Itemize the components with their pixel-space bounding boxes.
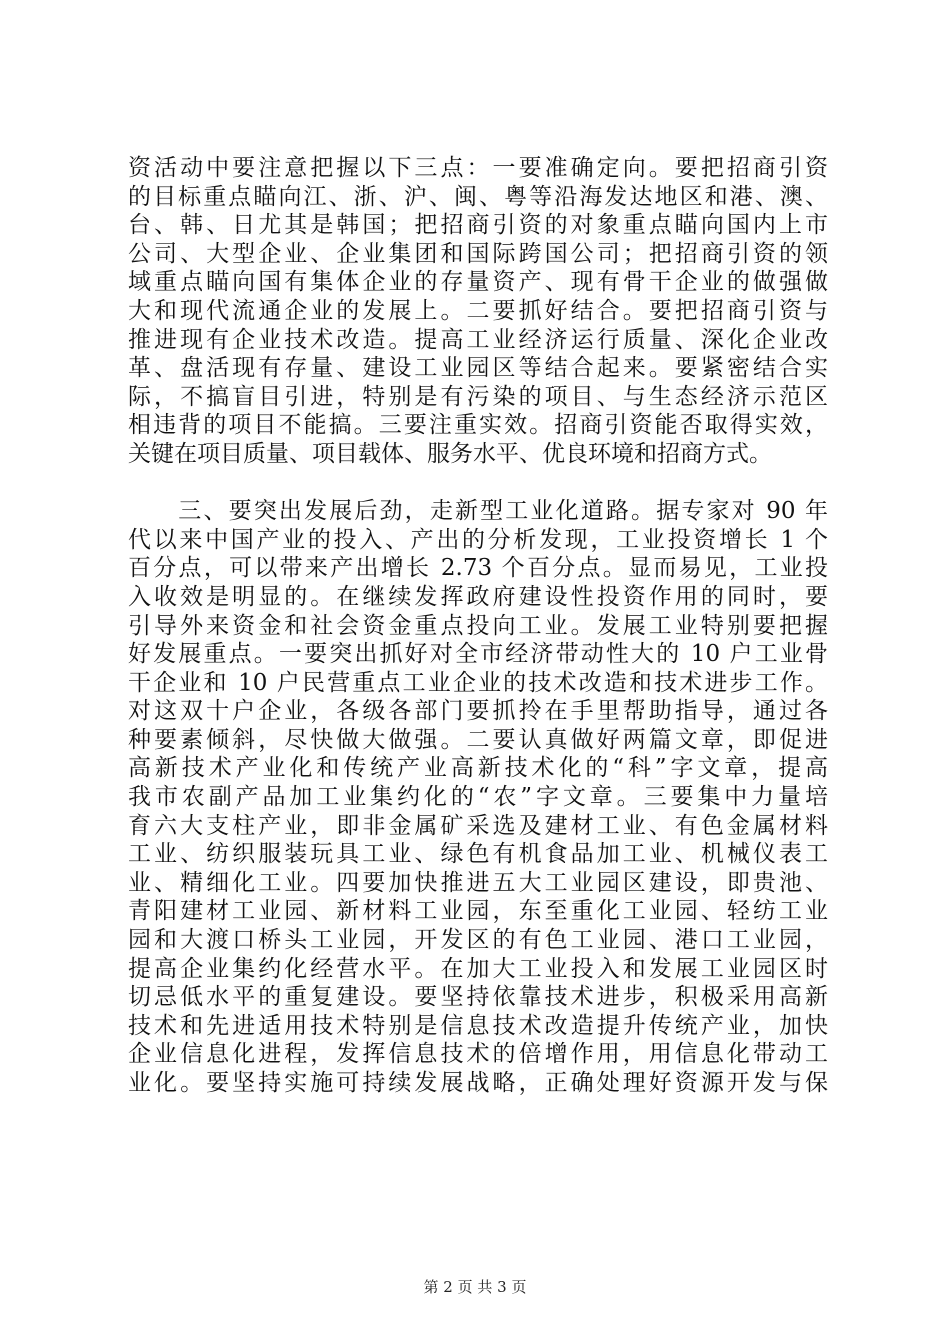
text-line: 大和现代流通企业的发展上。二要抓好结合。要把招商引资与 [128, 297, 828, 324]
text-line: 相违背的项目不能搞。三要注重实效。招商引资能否取得实效， [128, 412, 828, 439]
text-line: 好发展重点。一要突出抓好对全市经济带动性大的 10 户工业骨 [128, 641, 828, 668]
text-line: 工业、纺织服装玩具工业、绿色有机食品加工业、机械仪表工 [128, 841, 828, 868]
text-line: 的目标重点瞄向江、浙、沪、闽、粤等沿海发达地区和港、澳、 [128, 183, 828, 210]
text-line: 关键在项目质量、项目载体、服务水平、优良环境和招商方式。 [128, 440, 772, 467]
text-line: 我市农副产品加工业集约化的“农”字文章。三要集中力量培 [128, 784, 828, 811]
text-line: 三、要突出发展后劲，走新型工业化道路。据专家对 90 年 [128, 498, 828, 525]
text-line: 代以来中国产业的投入、产出的分析发现，工业投资增长 1 个 [128, 526, 828, 553]
text-line: 提高企业集约化经营水平。在加大工业投入和发展工业园区时 [128, 955, 828, 982]
text-line: 际，不搞盲目引进，特别是有污染的项目、与生态经济示范区 [128, 383, 828, 410]
paragraph-investment [128, 154, 828, 469]
text-line: 业化。要坚持实施可持续发展战略，正确处理好资源开发与保 [128, 1070, 828, 1096]
text-line: 园和大渡口桥头工业园，开发区的有色工业园、港口工业园， [128, 927, 828, 954]
text-line: 入收效是明显的。在继续发挥政府建设性投资作用的同时，要 [128, 583, 828, 610]
document-body [128, 154, 828, 1098]
text-line: 干企业和 10 户民营重点工业企业的技术改造和技术进步工作。 [128, 669, 828, 696]
text-line: 对这双十户企业，各级各部门要抓拎在手里帮助指导，通过各 [128, 698, 828, 725]
text-line: 企业信息化进程，发挥信息技术的倍增作用，用信息化带动工 [128, 1041, 828, 1068]
text-line: 资活动中要注意把握以下三点：一要准确定向。要把招商引资 [128, 155, 828, 181]
text-line: 推进现有企业技术改造。提高工业经济运行质量、深化企业改 [128, 326, 828, 353]
text-line: 台、韩、日尤其是韩国；把招商引资的对象重点瞄向国内上市 [128, 212, 828, 239]
paragraph-industrialization [128, 497, 828, 1097]
text-line: 切忌低水平的重复建设。要坚持依靠技术进步，积极采用高新 [128, 984, 828, 1011]
text-line: 百分点，可以带来产出增长 2.73 个百分点。显而易见，工业投 [128, 555, 828, 582]
text-line: 技术和先进适用技术特别是信息技术改造提升传统产业，加快 [128, 1012, 828, 1039]
text-line: 高新技术产业化和传统产业高新技术化的“科”字文章，提高 [128, 755, 828, 782]
text-line: 革、盘活现有存量、建设工业园区等结合起来。要紧密结合实 [128, 355, 828, 382]
text-line: 公司、大型企业、企业集团和国际跨国公司；把招商引资的领 [128, 240, 828, 267]
text-line: 域重点瞄向国有集体企业的存量资产、现有骨干企业的做强做 [128, 269, 828, 296]
text-line: 引导外来资金和社会资金重点投向工业。发展工业特别要把握 [128, 612, 828, 639]
text-line: 青阳建材工业园、新材料工业园，东至重化工业园、轻纺工业 [128, 898, 828, 925]
paragraph-gap [128, 469, 828, 498]
text-line: 育六大支柱产业，即非金属矿采选及建材工业、有色金属材料 [128, 812, 828, 839]
text-line: 业、精细化工业。四要加快推进五大工业园区建设，即贵池、 [128, 869, 828, 896]
text-line: 种要素倾斜，尽快做大做强。二要认真做好两篇文章，即促进 [128, 726, 828, 753]
page-footer: 第 2 页 共 3 页 [423, 1278, 527, 1296]
